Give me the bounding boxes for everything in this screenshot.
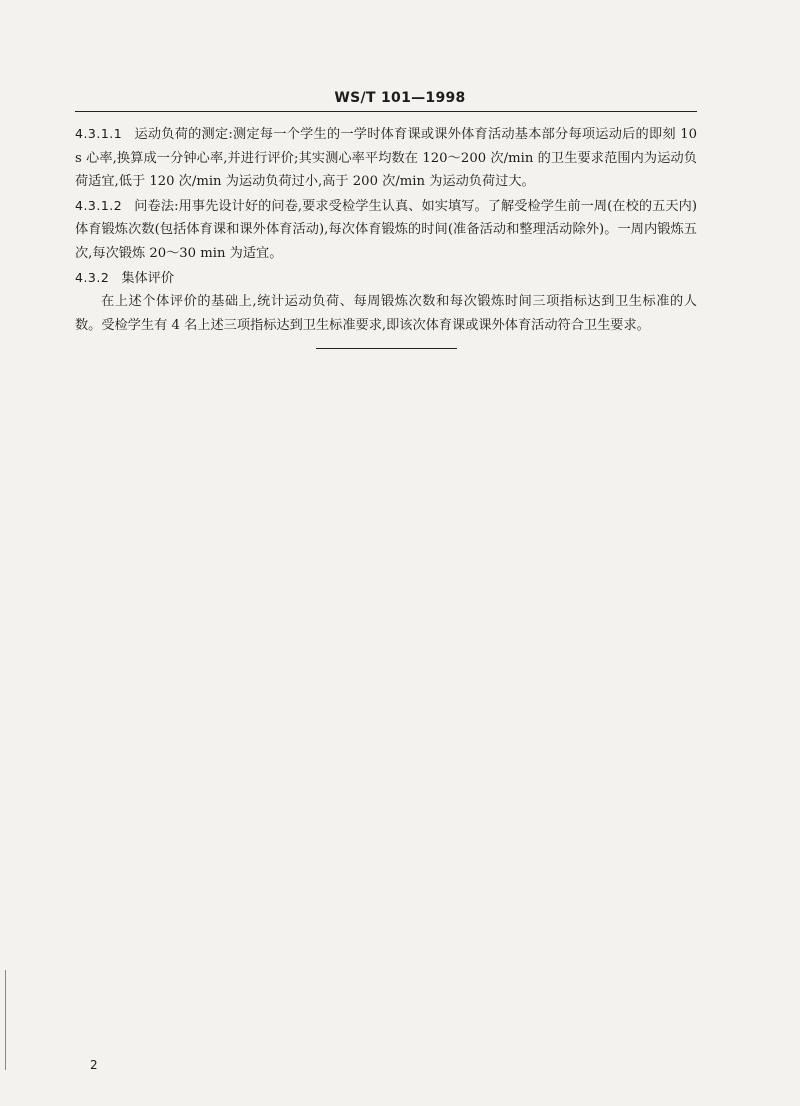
clause-number: 4.3.2 [75,269,110,285]
clause-4-3-1-1 [75,122,697,194]
document-body [75,122,697,337]
clause-4-3-2-body: 在上述个体评价的基础上,统计运动负荷、每周锻炼次数和每次锻炼时间三项指标达到卫生标准的人数。受检学生有 4 名上述三项指标达到卫生标准要求,即该次体育课或课外体育活动符合卫生要求。 [75,294,697,333]
clause-text: 问卷法:用事先设计好的问卷,要求受检学生认真、如实填写。了解受检学生前一周(在校的五天内)体育锻炼次数(包括体育课和课外体育活动),每次体育锻炼的时间(准备活动和整理活动除外)。一周内锻炼五次,每次锻炼 20～30 min 为适宜。 [75,198,697,261]
standard-code-header: WS/T 101—1998 [334,90,466,106]
clause-number: 4.3.1.2 [75,197,123,213]
header-divider [75,111,697,112]
clause-number: 4.3.1.1 [75,126,123,141]
page-number: 2 [90,1058,98,1072]
clause-title: 集体评价 [121,270,175,286]
clause-4-3-2-heading [75,266,697,291]
clause-text: 运动负荷的测定:测定每一个学生的一学时体育课或课外体育活动基本部分每项运动后的即刻 10 s 心率,换算成一分钟心率,并进行评价;其实测心率平均数在 120～200 次/min 的卫生要求范围内为运动负荷适宜,低于 120 次/min 为运动负荷过小,高于 200 次/min 为运动负荷过大。 [75,127,697,190]
end-of-text-rule [316,348,457,349]
scan-margin-line [5,970,6,1070]
clause-4-3-1-2 [75,194,697,266]
